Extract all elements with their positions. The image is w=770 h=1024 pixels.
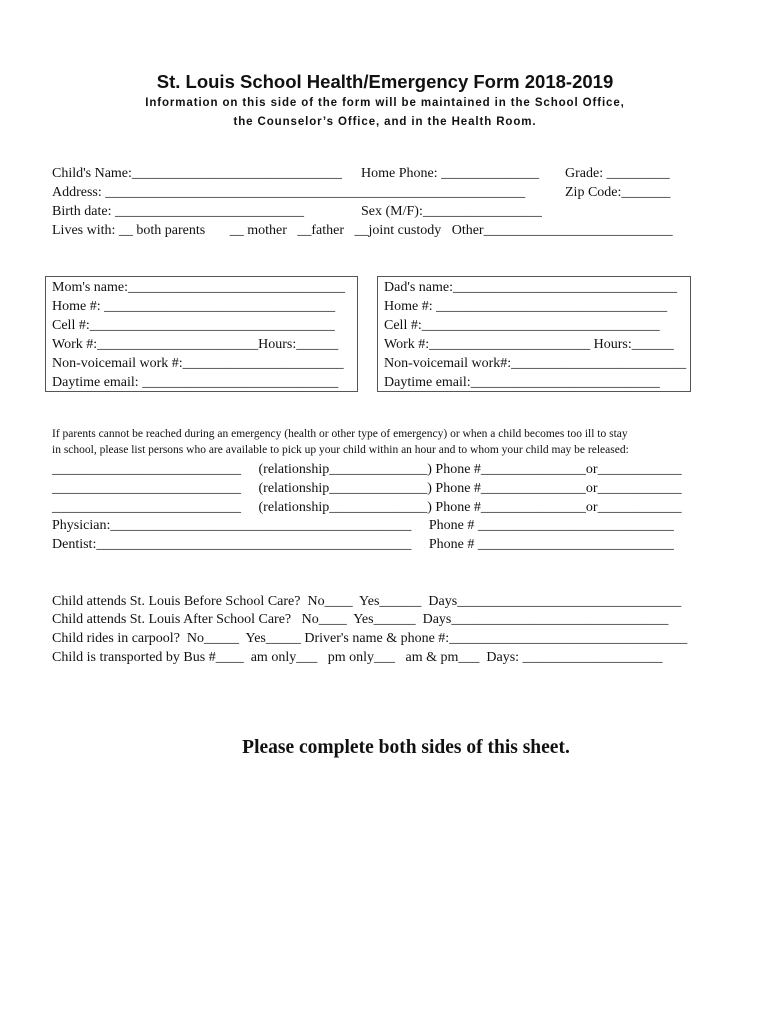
grade-field[interactable]: Grade: _________	[565, 166, 670, 181]
mom-work-field[interactable]: Work #:_______________________Hours:______	[52, 337, 339, 352]
mom-nonvoicemail-field[interactable]: Non-voicemail work #:_______________________	[52, 356, 344, 371]
dad-home-phone-field[interactable]: Home #: _________________________________	[384, 299, 668, 314]
mom-name-field[interactable]: Mom's name:_______________________________	[52, 280, 346, 295]
before-school-care-field[interactable]: Child attends St. Louis Before School Care? No____ Yes______ Days________________________________	[52, 594, 682, 609]
form-subtitle-line-2: the Counselor’s Office, and in the Health Room.	[233, 116, 537, 128]
child-name-field[interactable]: Child's Name:______________________________	[52, 166, 342, 181]
address-field[interactable]: Address: ____________________________________________________________	[52, 185, 526, 200]
emergency-instruction-1: If parents cannot be reached during an emergency (health or other type of emergency) or when a child becomes too ill to stay	[52, 428, 628, 440]
form-subtitle-line-1: Information on this side of the form will be maintained in the School Office,	[145, 97, 625, 109]
bus-field[interactable]: Child is transported by Bus #____ am only___ pm only___ am & pm___ Days: ____________________	[52, 650, 663, 665]
mom-email-field[interactable]: Daytime email: ____________________________	[52, 375, 339, 390]
birth-date-field[interactable]: Birth date: ___________________________	[52, 204, 304, 219]
physician-field[interactable]: Physician:___________________________________________ Phone # ____________________________	[52, 518, 674, 533]
carpool-field[interactable]: Child rides in carpool? No_____ Yes_____ Driver's name & phone #:__________________________________	[52, 631, 688, 646]
sex-field[interactable]: Sex (M/F):_________________	[361, 204, 542, 219]
dad-cell-field[interactable]: Cell #:__________________________________	[384, 318, 660, 333]
dad-email-field[interactable]: Daytime email:___________________________	[384, 375, 660, 390]
dad-work-field[interactable]: Work #:_______________________ Hours:______	[384, 337, 674, 352]
emergency-contact-1[interactable]: ___________________________ (relationship______________) Phone #_______________or____________	[52, 462, 682, 477]
mom-home-phone-field[interactable]: Home #: _________________________________	[52, 299, 336, 314]
emergency-contact-3[interactable]: ___________________________ (relationship______________) Phone #_______________or____________	[52, 500, 682, 515]
zip-code-field[interactable]: Zip Code:_______	[565, 185, 671, 200]
complete-both-sides-note: Please complete both sides of this sheet.	[242, 737, 570, 758]
dad-nonvoicemail-field[interactable]: Non-voicemail work#:_________________________	[384, 356, 687, 371]
lives-with-field[interactable]: Lives with: __ both parents __ mother __father __joint custody Other___________________________	[52, 223, 673, 238]
after-school-care-field[interactable]: Child attends St. Louis After School Care? No____ Yes______ Days_______________________________	[52, 612, 669, 627]
emergency-instruction-2: in school, please list persons who are available to pick up your child within an hour and to whom your child may be released:	[52, 444, 629, 456]
home-phone-field[interactable]: Home Phone: ______________	[361, 166, 540, 181]
mom-cell-field[interactable]: Cell #:___________________________________	[52, 318, 335, 333]
dad-name-field[interactable]: Dad's name:________________________________	[384, 280, 678, 295]
emergency-contact-2[interactable]: ___________________________ (relationship______________) Phone #_______________or____________	[52, 481, 682, 496]
form-title: St. Louis School Health/Emergency Form 2018-2019	[156, 71, 614, 92]
dentist-field[interactable]: Dentist:_____________________________________________ Phone # ____________________________	[52, 537, 674, 552]
